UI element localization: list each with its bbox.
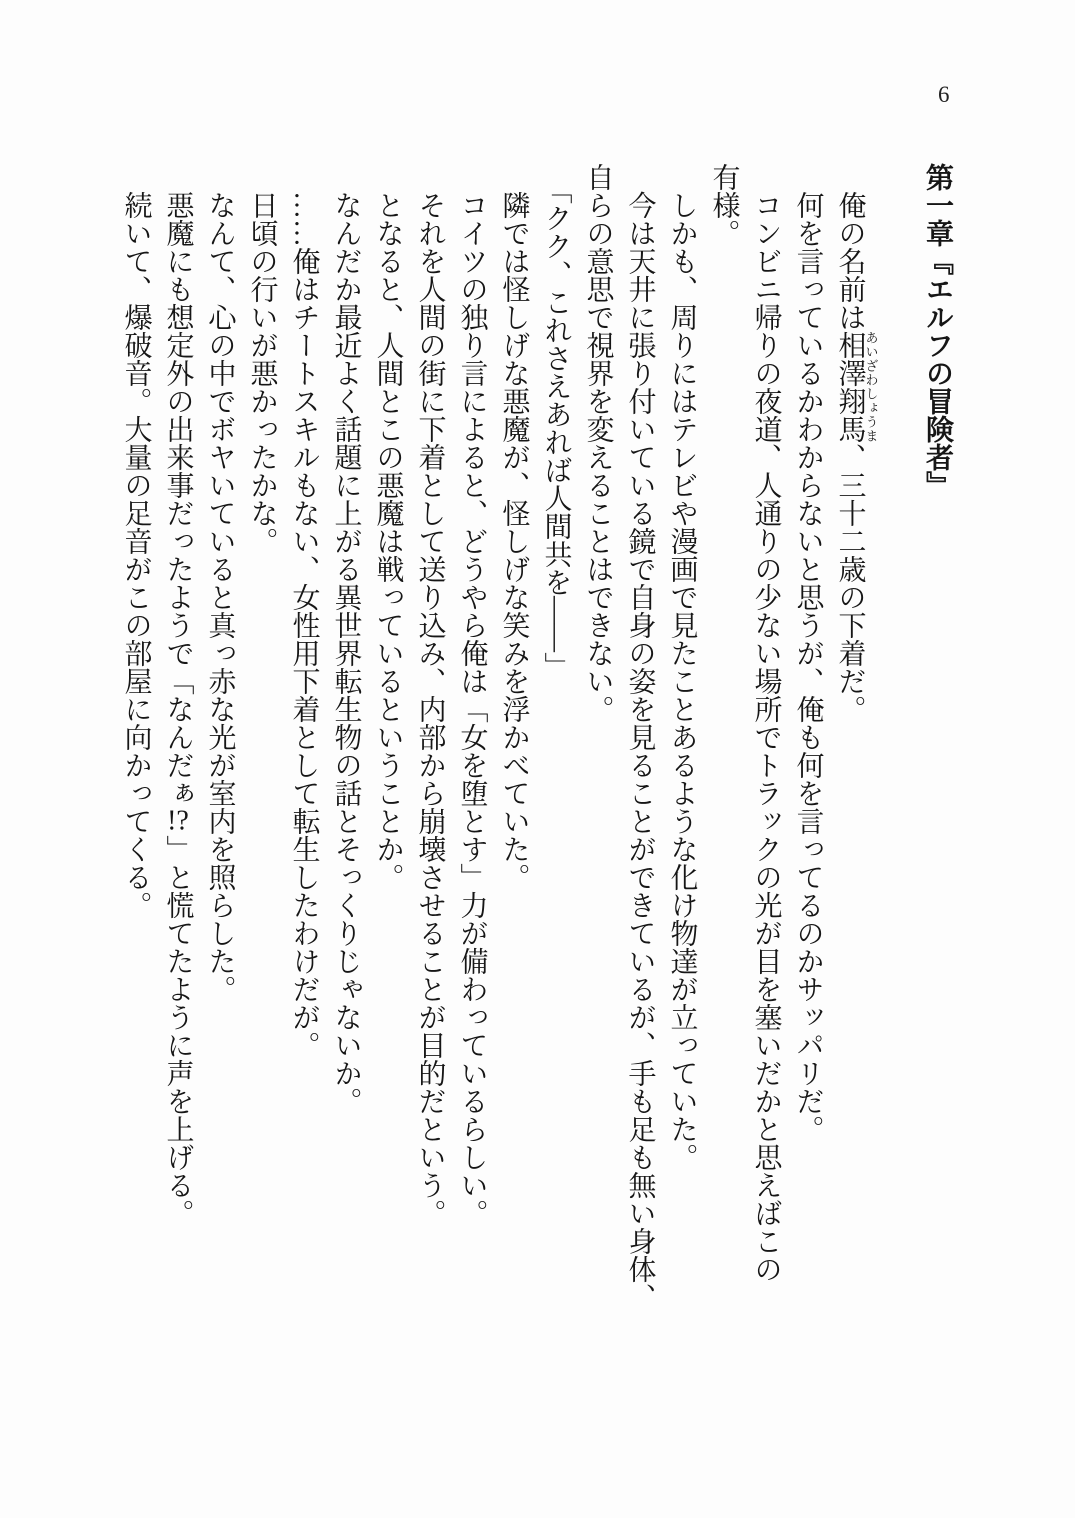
text-run: となると、人間とこの悪魔は戦っているということか。 (372, 191, 404, 891)
text-block (110, 163, 958, 1331)
text-run: 日頃の行いが悪かったかな。 (246, 191, 278, 555)
paragraph (451, 163, 493, 1331)
paragraph (283, 163, 325, 1331)
text-run: 「クク、これさえあれば人間共を――」 (540, 175, 572, 680)
paragraph (787, 163, 829, 1331)
text-run: 自らの意思で視界を変えることはできない。 (582, 163, 614, 723)
text-run: コンビニ帰りの夜道、人通りの少ない場所でトラックの光が目を塞いだかと思えばこの (750, 191, 782, 1283)
page-number: 6 (938, 82, 950, 107)
paragraph (829, 163, 879, 1331)
text-run: 、三十二歳の下着だ。 (834, 443, 866, 723)
text-run: 何を言っているかわからないと思うが、俺も何を言ってるのかサッパリだ。 (792, 191, 824, 1143)
paragraph (703, 163, 787, 1331)
text-run: 」と慌てたように声を上げる。 (162, 835, 194, 1227)
paragraph (661, 163, 703, 1331)
text-run: 有様。 (708, 163, 740, 247)
ruby-name: 相澤翔馬あいざわしょうま (834, 331, 879, 443)
tatechuyoko-text: !? (167, 807, 189, 835)
paragraph (241, 163, 283, 1331)
text-run: 俺の名前は (834, 191, 866, 331)
paragraph (367, 163, 409, 1331)
text-run: 隣では怪しげな悪魔が、怪しげな笑みを浮かべていた。 (498, 191, 530, 891)
paragraph (157, 163, 199, 1331)
text-run: 悪魔にも想定外の出来事だったようで「なんだぁ (162, 191, 194, 807)
chapter-title: 第一章『エルフの冒険者』 (922, 163, 953, 499)
text-run: それを人間の街に下着として送り込み、内部から崩壊させることが目的だという。 (414, 191, 446, 1227)
text-run: しかも、周りにはテレビや漫画で見たことあるような化け物達が立っていた。 (666, 191, 698, 1171)
text-run: 続いて、爆破音。大量の足音がこの部屋に向かってくる。 (120, 191, 152, 919)
text-run: ……俺はチートスキルもない、女性用下着として転生したわけだが。 (288, 191, 320, 1059)
paragraph (493, 163, 535, 1331)
paragraph (409, 163, 451, 1331)
paragraph (577, 163, 661, 1331)
paragraph (199, 163, 241, 1331)
text-run: 今は天井に張り付いている鏡で自身の姿を見ることができているが、手も足も無い身体、 (624, 191, 656, 1311)
text-run: なんて、心の中でボヤいていると真っ赤な光が室内を照らした。 (204, 191, 236, 1003)
paragraph (325, 163, 367, 1331)
paragraph (535, 163, 577, 1331)
text-run: なんだか最近よく話題に上がる異世界転生物の話とそっくりじゃないか。 (330, 191, 362, 1115)
text-run: コイツの独り言によると、どうやら俺は「女を堕とす」力が備わっているらしい。 (456, 191, 488, 1227)
paragraph (115, 163, 157, 1331)
